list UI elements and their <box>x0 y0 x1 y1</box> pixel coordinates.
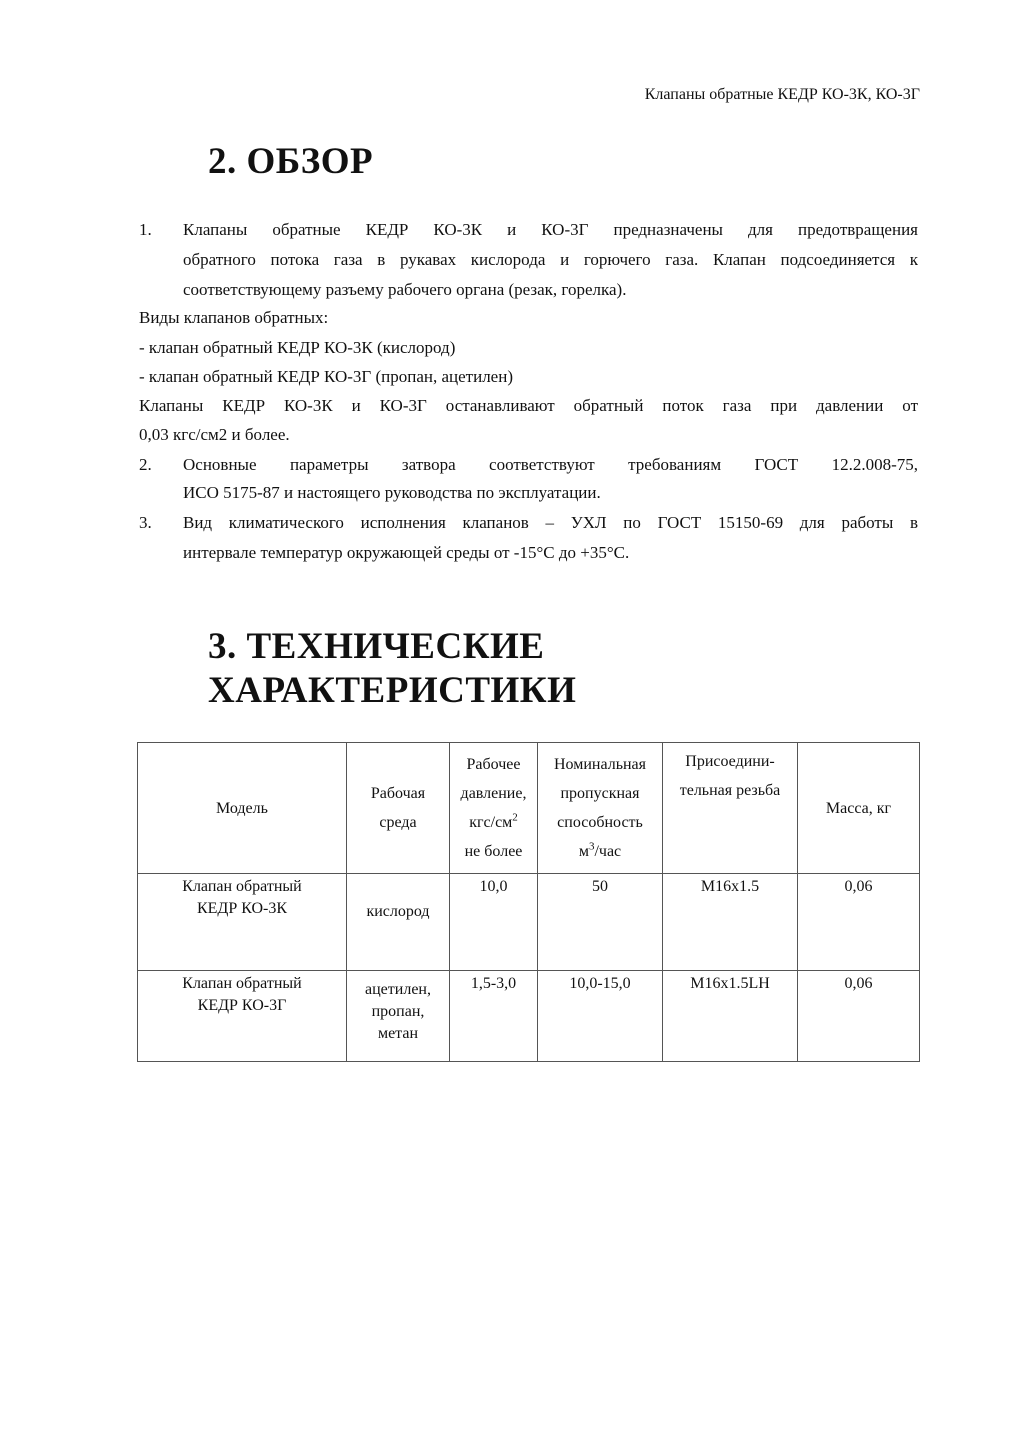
table-header-row <box>138 743 920 874</box>
running-header: Клапаны обратные КЕДР КО-3К, КО-3Г <box>644 86 920 103</box>
col-header-thread-l1: Присоедини- <box>685 753 775 770</box>
cell-medium-l3: метан <box>377 1025 419 1042</box>
item-1-line-2: обратного потока газа в рукавах кислорода и горючего газа. Клапан подсоединяется к <box>183 250 918 269</box>
col-header-capacity <box>538 743 663 874</box>
col-header-medium-l2: среда <box>379 814 417 831</box>
col-header-pressure-l4: не более <box>464 843 523 860</box>
cell-medium <box>347 874 450 971</box>
cell-pressure: 1,5-3,0 <box>450 971 538 1062</box>
item-2-line-2: ИСО 5175-87 и настоящего руководства по эксплуатации. <box>183 483 601 502</box>
cell-thread: М16х1.5 <box>663 874 798 971</box>
pressure-unit-superscript: 2 <box>512 811 518 824</box>
type-item-1: - клапан обратный КЕДР КО-3К (кислород) <box>139 338 456 357</box>
specs-table <box>137 742 920 1062</box>
cell-model <box>138 971 347 1062</box>
item-3-number: 3. <box>139 513 152 532</box>
col-header-capacity-l2: пропускная <box>560 785 640 802</box>
col-header-capacity-l3: способность <box>557 814 643 831</box>
cell-mass: 0,06 <box>798 971 920 1062</box>
col-header-mass <box>798 743 920 874</box>
col-header-capacity-l1: Номинальная <box>553 756 647 773</box>
col-header-mass-text: Масса, кг <box>825 799 892 817</box>
stop-paragraph-line-2: 0,03 кгс/см2 и более. <box>139 425 290 444</box>
col-header-thread-l2: тельная резьба <box>679 782 781 799</box>
section-title-specs <box>208 625 576 713</box>
cell-medium <box>347 971 450 1062</box>
col-header-pressure <box>450 743 538 874</box>
cell-mass: 0,06 <box>798 874 920 971</box>
specs-title-line-1: 3. ТЕХНИЧЕСКИЕ <box>208 626 545 667</box>
col-header-capacity-l4 <box>540 837 660 866</box>
type-item-2: - клапан обратный КЕДР КО-3Г (пропан, ацетилен) <box>139 367 513 386</box>
specs-title-line-2: ХАРАКТЕРИСТИКИ <box>208 670 577 711</box>
item-1-number: 1. <box>139 220 152 239</box>
cell-model-l2: КЕДР КО-3К <box>196 900 288 917</box>
cell-medium-l1: ацетилен, <box>365 981 431 998</box>
col-header-medium <box>347 743 450 874</box>
col-header-pressure-l2: давление, <box>460 785 527 802</box>
pressure-unit: кгс/см <box>469 814 513 831</box>
types-heading: Виды клапанов обратных: <box>139 308 329 327</box>
cell-medium-l2: пропан, <box>371 1003 425 1020</box>
item-1-line-3: соответствующему разъему рабочего органа (резак, горелка). <box>183 280 627 299</box>
cell-capacity: 50 <box>538 874 663 971</box>
item-1-line-1: Клапаны обратные КЕДР КО-3К и КО-3Г предназначены для предотвращения <box>183 220 918 239</box>
col-header-medium-l1: Рабочая <box>370 785 426 802</box>
cell-model-l1: Клапан обратный <box>182 975 302 992</box>
col-header-pressure-l3 <box>452 808 535 837</box>
cell-model <box>138 874 347 971</box>
cell-pressure: 10,0 <box>450 874 538 971</box>
cell-capacity: 10,0-15,0 <box>538 971 663 1062</box>
col-header-model <box>138 743 347 874</box>
capacity-unit-per-hour: /час <box>594 843 622 860</box>
col-header-pressure-l1: Рабочее <box>466 756 521 773</box>
item-2-line-1: Основные параметры затвора соответствуют требованиям ГОСТ 12.2.008-75, <box>183 455 918 474</box>
section-title-overview: 2. ОБЗОР <box>208 141 374 182</box>
table-row <box>138 971 920 1062</box>
cell-model-l1: Клапан обратный <box>182 878 302 895</box>
item-2-number: 2. <box>139 455 152 474</box>
cell-model-l2: КЕДР КО-3Г <box>197 997 287 1014</box>
cell-thread: М16х1.5LH <box>663 971 798 1062</box>
cell-medium-l1: кислород <box>366 903 430 920</box>
capacity-unit-superscript: 3 <box>588 840 595 853</box>
table-row <box>138 874 920 971</box>
col-header-model-text: Модель <box>216 799 268 817</box>
stop-paragraph-line-1: Клапаны КЕДР КО-3К и КО-3Г останавливают обратный поток газа при давлении от <box>139 396 918 415</box>
item-3-line-1: Вид климатического исполнения клапанов – УХЛ по ГОСТ 15150-69 для работы в <box>183 513 918 532</box>
col-header-thread <box>663 743 798 874</box>
item-3-line-2: интервале температур окружающей среды от -15°С до +35°С. <box>183 543 630 562</box>
capacity-unit-m: м <box>578 843 589 860</box>
